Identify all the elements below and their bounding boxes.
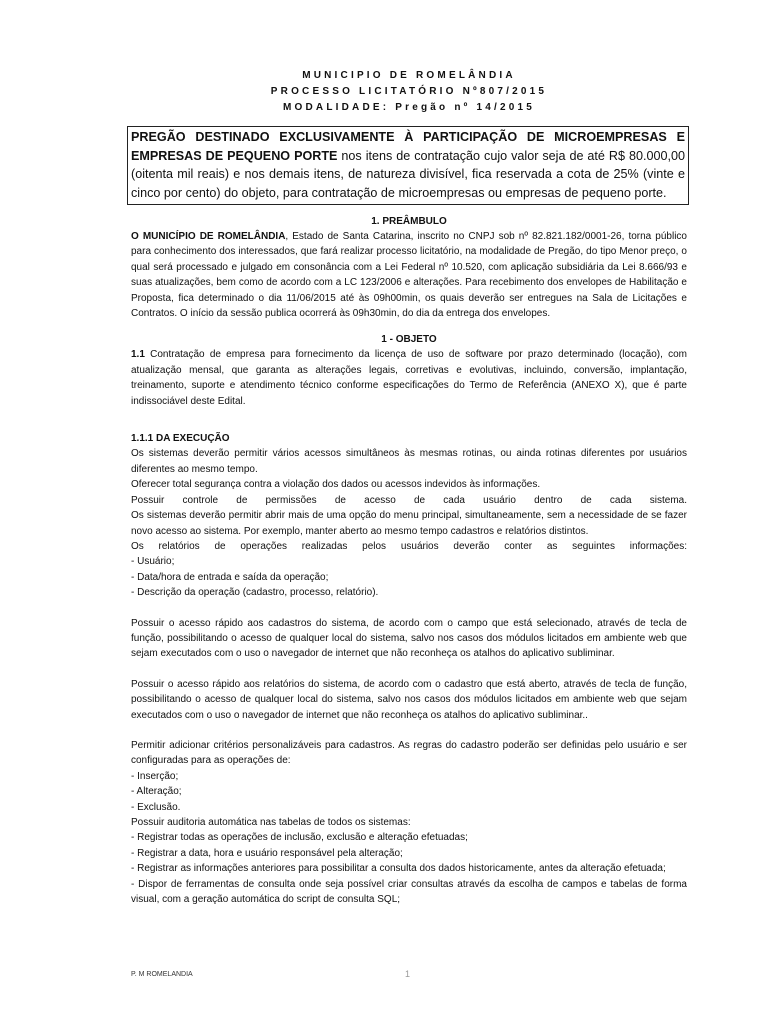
footer-label: P. M ROMELANDIA: [131, 971, 193, 978]
preambulo-lead: O MUNICÍPIO DE ROMELÂNDIA: [131, 231, 286, 242]
execucao-paragraph-5: Os relatórios de operações realizadas pelos usuários deverão conter as seguintes informações:: [131, 540, 687, 552]
list-item: - Registrar a data, hora e usuário responsável pela alteração;: [131, 847, 403, 859]
section-title-preambulo: 1. PREÂMBULO: [371, 216, 447, 227]
document-page: [131, 68, 687, 907]
objeto-text: Contratação de empresa para fornecimento da licença de uso de software por prazo determinado (locação), com atualização mensal, que garanta as alterações legais, corretivas e evolutivas, incluindo, conversão, implantação, treinamento, suporte e atendimento técnico conforme especificações do Termo de Referência (ANEXO X), que é parte indissociável deste Edital.: [131, 349, 687, 407]
header-line-modalidade: MODALIDADE: Pregão nº 14/2015: [282, 102, 536, 113]
list-item: - Exclusão.: [131, 801, 181, 813]
list-item: - Registrar todas as operações de inclusão, exclusão e alteração efetuadas;: [131, 832, 468, 844]
preambulo-paragraph: [131, 229, 687, 321]
section-title-objeto: 1 - OBJETO: [381, 334, 437, 346]
objeto-paragraph: [131, 347, 687, 409]
page-number: 1: [405, 969, 411, 979]
execucao-paragraph-4: Os sistemas deverão permitir abrir mais de uma opção do menu principal, simultaneamente, sem a necessidade de se fazer novo acesso ao sistema. Por exemplo, manter aberto ao mesmo tempo cadastros e relatórios distintos.: [131, 510, 687, 537]
section-title-execucao: 1.1.1 DA EXECUÇÃO: [131, 433, 230, 445]
preambulo-text: , Estado de Santa Catarina, inscrito no CNPJ sob nº 82.821.182/0001-26, torna público para conhecimento dos interessados, que fará realizar processo licitatório, na modalidade de Pregão, do tipo Menor preço, o qual será processado e julgado em consonância com a Lei Federal nº 10.520, com aplicação subsidiária da Lei 8.666/93 e suas atualizações, bem como de acordo com a LC 123/2006 e alterações. Para recebimento dos envelopes de Habilitação e Proposta, fica determinado o dia 11/06/2015 até às 09h00min, os quais deverão ser entregues na Sala de Licitações e Contratos. O início da sessão publica ocorrerá às 09h30min, do dia da entrega dos envelopes.: [131, 231, 687, 320]
header-line-processo: PROCESSO LICITATÓRIO Nº807/2015: [270, 86, 548, 97]
execucao-paragraph-2: Oferecer total segurança contra a violação dos dados ou acessos indevidos às informações.: [131, 479, 541, 491]
list-item: - Descrição da operação (cadastro, processo, relatório).: [131, 587, 379, 599]
notice-text: nos itens de contratação cujo valor seja de até R$ 80.000,00 (oitenta mil reais) e nos demais itens, de natureza divisível, fica reservada a cota de 25% (vinte e cinco por cento) do objeto, para contratação de microempresas ou empresas de pequeno porte.: [131, 148, 685, 200]
execucao-paragraph-1: Os sistemas deverão permitir vários acessos simultâneos às mesmas rotinas, ou ainda rotinas diferentes por usuários diferentes ao mesmo tempo.: [131, 448, 687, 475]
execucao-paragraph-8: Permitir adicionar critérios personalizáveis para cadastros. As regras do cadastro poderão ser definidas pelo usuário e ser configuradas para as operações de:: [131, 739, 687, 767]
execucao-paragraph-6: Possuir o acesso rápido aos cadastros do sistema, de acordo com o campo que está selecionado, através de tecla de função, possibilitando o acesso de qualquer local do sistema, salvo nos casos dos módulos licitados em ambiente web que sejam executados com o uso o navegador de internet que não reconheça os atalhos do aplicativo subliminar.: [131, 617, 687, 660]
execucao-paragraph-9: Possuir auditoria automática nas tabelas de todos os sistemas:: [131, 817, 411, 828]
list-item: - Dispor de ferramentas de consulta onde seja possível criar consultas através da escolha de campos e tabelas de forma visual, com a geração automática do script de consulta SQL;: [131, 878, 687, 906]
document-header: [131, 68, 687, 116]
list-item: - Data/hora de entrada e saída da operação;: [131, 571, 329, 583]
execucao-paragraph-7: Possuir o acesso rápido aos relatórios do sistema, de acordo com o cadastro que está aberto, através de tecla de função, possibilitando o acesso de qualquer local do sistema, salvo nos casos dos módulos licitados em ambiente web que sejam executados com o uso o navegador de internet que não reconheça os atalhos do aplicativo subliminar..: [131, 678, 687, 721]
objeto-lead: 1.1: [131, 349, 145, 361]
list-item: - Inserção;: [131, 770, 179, 782]
list-item: - Alteração;: [131, 786, 182, 798]
header-line-municipio: MUNICIPIO DE ROMELÂNDIA: [302, 70, 516, 81]
execucao-paragraph-3: Possuir controle de permissões de acesso de cada usuário dentro de cada sistema.: [131, 494, 687, 506]
notice-box: [127, 126, 689, 205]
notice-bold-text: PREGÃO DESTINADO EXCLUSIVAMENTE À PARTICIPAÇÃO DE MICROEMPRESAS E EMPRESAS DE PEQUENO PORTE: [131, 130, 685, 163]
list-item: - Registrar as informações anteriores para possibilitar a consulta dos dados historicamente, antes da alteração efetuada;: [131, 863, 666, 875]
list-item: - Usuário;: [131, 556, 175, 568]
